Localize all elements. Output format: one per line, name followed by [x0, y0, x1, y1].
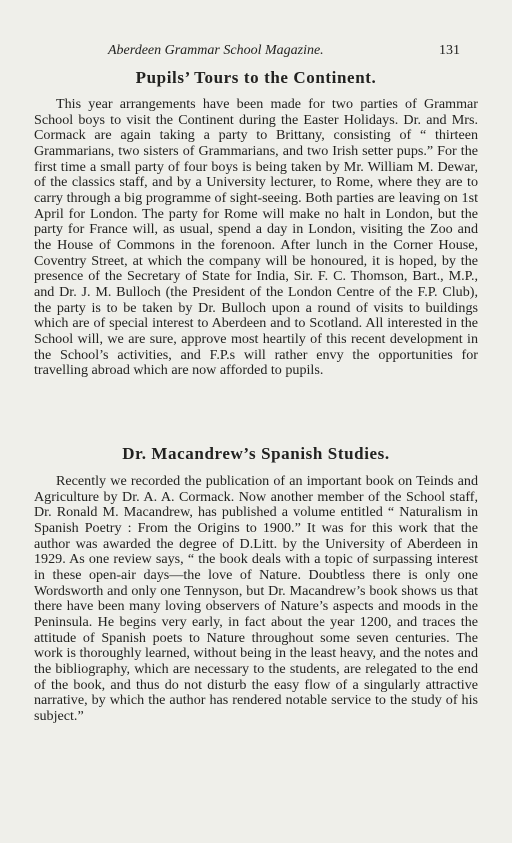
article-body: Recently we recorded the publication of an important book on Teinds and Agriculture by Dr. A. A. Cormack. Now another member of the School staff, Dr. Ronald M. Macandrew, has published a volume entitled “ Naturalism in Spanish Poetry : From the Origins to 1900.” It was for this work that the author was awarded the degree of D.Litt. by the University of Aberdeen in 1929. As one review says, “ the book deals with a topic of surpassing interest in these open-air days—the love of Nature. Doubtless there is only one Wordsworth and only one Tennyson, but Dr. Macandrew’s book shows us that there have been many loving observers of Nature’s aspects and moods in the Peninsula. He begins very early, in fact about the year 1200, and traces the attitude of Spanish poets to Nature throughout some seven centuries. The work is thoroughly learned, without being in the least heavy, and the notes and the bibliography, which are necessary to the students, are relegated to the end of the book, and thus do not disturb the easy flow of a singularly attractive narrative, by which the author has rendered notable service to the study of his subject.”	[34, 473, 478, 724]
running-head	[60, 41, 460, 61]
page-number: 131	[439, 43, 460, 58]
article-body: This year arrangements have been made for two parties of Grammar School boys to visit the Continent during the Easter Holidays. Dr. and Mrs. Cormack are again taking a party to Brittany, consisting of “ thirteen Grammarians, two sisters of Grammarians, and two Irish setter pups.” For the first time a small party of four boys is being taken by Mr. William M. Dewar, of the classics staff, and by a University lecturer, to Rome, where they are to carry through a big programme of sight-seeing. Both parties are leaving on 1st April for London. The party for Rome will make no halt in London, but the party for France will, as usual, spend a day in London, visiting the Zoo and the House of Commons in the forenoon. After lunch in the Corner House, Coventry Street, at which the company will be honoured, it is hoped, by the presence of the Secretary of State for India, Sir. F. C. Thomson, Bart., M.P., and Dr. J. M. Bulloch (the President of the London Centre of the F.P. Club), the party is to be taken by Dr. Bulloch upon a round of visits to buildings which are of special interest to Aberdeen and to Scotland. All interested in the School will, we are sure, approve most heartily of this recent development in the School’s activities, and F.P.s will rather envy the opportunities for travelling abroad which are now afforded to pupils.	[34, 96, 478, 379]
article-pupils-tours	[34, 67, 478, 379]
article-title: Dr. Macandrew’s Spanish Studies.	[122, 444, 390, 463]
article-spanish-studies	[34, 443, 478, 725]
article-title: Pupils’ Tours to the Continent.	[135, 68, 377, 87]
running-head-title: Aberdeen Grammar School Magazine.	[108, 43, 324, 58]
